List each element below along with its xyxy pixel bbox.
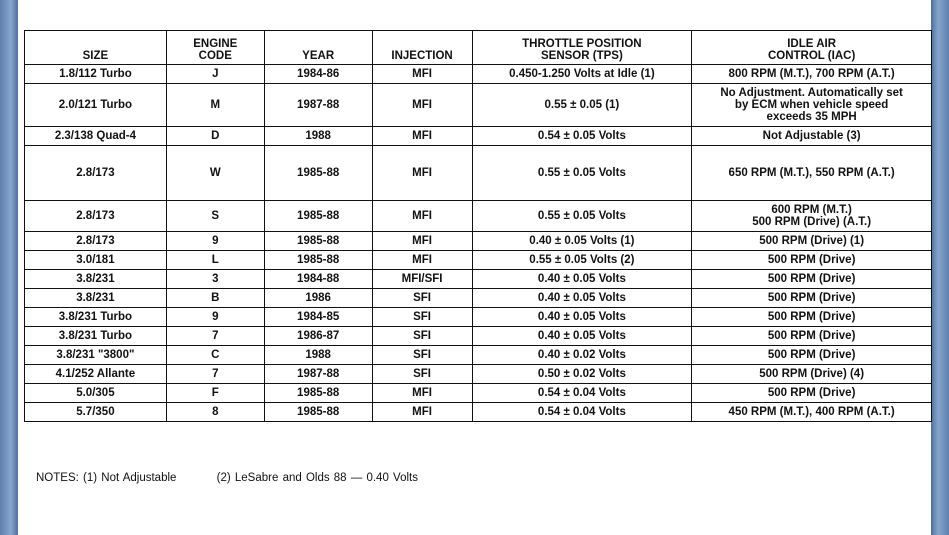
cell-size: 2.8/173: [25, 146, 167, 201]
cell-tps: 0.55 ± 0.05 Volts: [472, 201, 692, 232]
table-row: [25, 232, 932, 251]
cell-tps: 0.40 ± 0.02 Volts: [472, 346, 692, 365]
cell-tps: 0.40 ± 0.05 Volts: [472, 327, 692, 346]
cell-code: J: [166, 65, 264, 84]
cell-year: 1984-85: [264, 308, 372, 327]
cell-injection: SFI: [372, 327, 472, 346]
cell-code: S: [166, 201, 264, 232]
table-row: [25, 201, 932, 232]
table-row: [25, 146, 932, 201]
cell-size: 4.1/252 Allante: [25, 365, 167, 384]
cell-tps: 0.55 ± 0.05 Volts: [472, 146, 692, 201]
cell-code: B: [166, 289, 264, 308]
cell-size: 5.7/350: [25, 403, 167, 422]
cell-year: 1985-88: [264, 232, 372, 251]
cell-tps: 0.54 ± 0.05 Volts: [472, 127, 692, 146]
table-row: [25, 65, 932, 84]
cell-size: 1.8/112 Turbo: [25, 65, 167, 84]
cell-tps: 0.40 ± 0.05 Volts: [472, 308, 692, 327]
cell-tps: 0.54 ± 0.04 Volts: [472, 384, 692, 403]
cell-iac: 500 RPM (Drive): [692, 327, 932, 346]
notes: [36, 472, 418, 484]
cell-size: 3.8/231: [25, 289, 167, 308]
cell-injection: SFI: [372, 365, 472, 384]
cell-injection: MFI: [372, 251, 472, 270]
cell-iac: 500 RPM (Drive): [692, 251, 932, 270]
cell-year: 1984-86: [264, 65, 372, 84]
cell-injection: MFI: [372, 403, 472, 422]
cell-code: 7: [166, 327, 264, 346]
cell-injection: MFI/SFI: [372, 270, 472, 289]
cell-size: 2.3/138 Quad-4: [25, 127, 167, 146]
header-tps: THROTTLE POSITION SENSOR (TPS): [472, 31, 692, 65]
cell-iac: No Adjustment. Automatically set by ECM when vehicle speed exceeds 35 MPH: [692, 84, 932, 127]
cell-iac: 650 RPM (M.T.), 550 RPM (A.T.): [692, 146, 932, 201]
header-year: YEAR: [264, 31, 372, 65]
cell-code: 8: [166, 403, 264, 422]
cell-injection: MFI: [372, 232, 472, 251]
header-size: SIZE: [25, 31, 167, 65]
cell-year: 1988: [264, 346, 372, 365]
note-2: (2) LeSabre and Olds 88 — 0.40 Volts: [216, 472, 418, 484]
cell-injection: MFI: [372, 201, 472, 232]
cell-year: 1985-88: [264, 251, 372, 270]
cell-size: 2.8/173: [25, 232, 167, 251]
cell-code: 7: [166, 365, 264, 384]
cell-size: 5.0/305: [25, 384, 167, 403]
idle-spec-table: [24, 30, 932, 422]
cell-iac: 600 RPM (M.T.) 500 RPM (Drive) (A.T.): [692, 201, 932, 232]
table-row: [25, 270, 932, 289]
table-row: [25, 346, 932, 365]
cell-iac: 500 RPM (Drive): [692, 308, 932, 327]
cell-year: 1988: [264, 127, 372, 146]
cell-code: D: [166, 127, 264, 146]
cell-injection: SFI: [372, 308, 472, 327]
cell-code: F: [166, 384, 264, 403]
table-row: [25, 384, 932, 403]
header-engine-code: ENGINE CODE: [166, 31, 264, 65]
cell-year: 1985-88: [264, 201, 372, 232]
cell-tps: 0.40 ± 0.05 Volts: [472, 289, 692, 308]
cell-code: C: [166, 346, 264, 365]
cell-year: 1986-87: [264, 327, 372, 346]
cell-size: 2.0/121 Turbo: [25, 84, 167, 127]
cell-injection: MFI: [372, 146, 472, 201]
window-frame-left: [0, 0, 18, 535]
cell-iac: 500 RPM (Drive): [692, 289, 932, 308]
cell-size: 3.8/231 "3800": [25, 346, 167, 365]
cell-code: 9: [166, 308, 264, 327]
table-header-row: [25, 31, 932, 65]
cell-size: 3.8/231 Turbo: [25, 327, 167, 346]
table-row: [25, 251, 932, 270]
cell-year: 1985-88: [264, 146, 372, 201]
cell-size: 3.8/231: [25, 270, 167, 289]
cell-size: 3.0/181: [25, 251, 167, 270]
cell-code: L: [166, 251, 264, 270]
table-row: [25, 84, 932, 127]
table-row: [25, 127, 932, 146]
cell-injection: MFI: [372, 65, 472, 84]
cell-iac: 450 RPM (M.T.), 400 RPM (A.T.): [692, 403, 932, 422]
cell-iac: 500 RPM (Drive): [692, 384, 932, 403]
cell-tps: 0.55 ± 0.05 Volts (2): [472, 251, 692, 270]
cell-injection: MFI: [372, 127, 472, 146]
cell-year: 1987-88: [264, 365, 372, 384]
cell-year: 1985-88: [264, 384, 372, 403]
cell-injection: SFI: [372, 289, 472, 308]
window-frame-right: [931, 0, 949, 535]
header-injection: INJECTION: [372, 31, 472, 65]
document-page: [18, 0, 931, 535]
cell-size: 3.8/231 Turbo: [25, 308, 167, 327]
cell-injection: MFI: [372, 384, 472, 403]
cell-code: 9: [166, 232, 264, 251]
cell-tps: 0.40 ± 0.05 Volts (1): [472, 232, 692, 251]
cell-year: 1987-88: [264, 84, 372, 127]
cell-injection: MFI: [372, 84, 472, 127]
cell-code: 3: [166, 270, 264, 289]
cell-tps: 0.54 ± 0.04 Volts: [472, 403, 692, 422]
cell-tps: 0.55 ± 0.05 (1): [472, 84, 692, 127]
table-row: [25, 308, 932, 327]
table-row: [25, 365, 932, 384]
cell-tps: 0.450-1.250 Volts at Idle (1): [472, 65, 692, 84]
cell-year: 1984-88: [264, 270, 372, 289]
table-row: [25, 289, 932, 308]
header-iac: IDLE AIR CONTROL (IAC): [692, 31, 932, 65]
cell-code: W: [166, 146, 264, 201]
table-row: [25, 327, 932, 346]
cell-iac: 500 RPM (Drive): [692, 270, 932, 289]
table-row: [25, 403, 932, 422]
cell-iac: 500 RPM (Drive) (1): [692, 232, 932, 251]
cell-iac: 800 RPM (M.T.), 700 RPM (A.T.): [692, 65, 932, 84]
cell-size: 2.8/173: [25, 201, 167, 232]
cell-code: M: [166, 84, 264, 127]
cell-tps: 0.40 ± 0.05 Volts: [472, 270, 692, 289]
cell-year: 1985-88: [264, 403, 372, 422]
note-1: (1) Not Adjustable: [83, 472, 177, 484]
cell-iac: 500 RPM (Drive): [692, 346, 932, 365]
cell-year: 1986: [264, 289, 372, 308]
cell-iac: Not Adjustable (3): [692, 127, 932, 146]
notes-label: NOTES:: [36, 472, 79, 484]
cell-injection: SFI: [372, 346, 472, 365]
cell-iac: 500 RPM (Drive) (4): [692, 365, 932, 384]
cell-tps: 0.50 ± 0.02 Volts: [472, 365, 692, 384]
